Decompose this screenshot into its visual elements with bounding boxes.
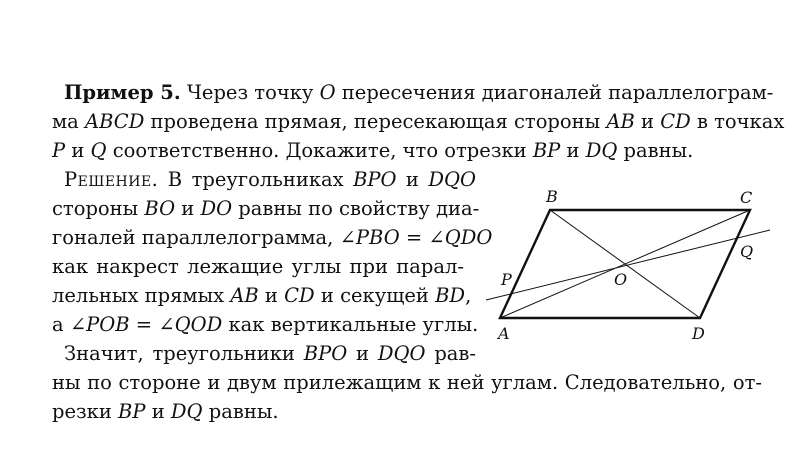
solution-label: Решение.	[64, 168, 159, 191]
label-a: A	[498, 324, 510, 343]
solution-line-2: стороны BO и DO равны по свойству диа-	[52, 197, 480, 220]
solution-line-1: Решение. В треугольниках BPO и DQO	[64, 168, 476, 191]
solution-line-3: гоналей параллелограмма, ∠PBO = ∠QDO	[52, 226, 493, 249]
problem-line-2: ма ABCD проведена прямая, пересекающая стороны AB и CD в точках	[52, 110, 785, 133]
label-b: B	[546, 187, 558, 206]
example-heading: Пример 5.	[64, 81, 181, 104]
label-o: O	[614, 270, 628, 289]
label-d: D	[692, 324, 705, 343]
problem-line-3: P и Q соответственно. Докажите, что отрезки BP и DQ равны.	[52, 139, 694, 162]
solution-line-9: резки BP и DQ равны.	[52, 400, 279, 423]
solution-line-4: как накрест лежащие углы при парал-	[52, 255, 464, 278]
diagonal-bd	[550, 210, 700, 318]
label-c: C	[740, 188, 753, 207]
solution-line-6: а ∠POB = ∠QOD как вертикальные углы.	[52, 313, 479, 336]
solution-line-8: ны по стороне и двум прилежащим к ней углам. Следовательно, от-	[52, 371, 762, 394]
secant-line-pq	[486, 230, 770, 300]
label-p: P	[501, 270, 512, 289]
parallelogram-figure	[488, 178, 778, 348]
label-q: Q	[740, 242, 754, 261]
problem-line-1: Пример 5. Через точку O пересечения диагоналей параллелограм-	[64, 81, 774, 104]
solution-line-7: Значит, треугольники BPO и DQO рав-	[64, 342, 476, 365]
solution-line-5: лельных прямых AB и CD и секущей BD,	[52, 284, 472, 307]
parallelogram-diagram	[488, 178, 778, 348]
